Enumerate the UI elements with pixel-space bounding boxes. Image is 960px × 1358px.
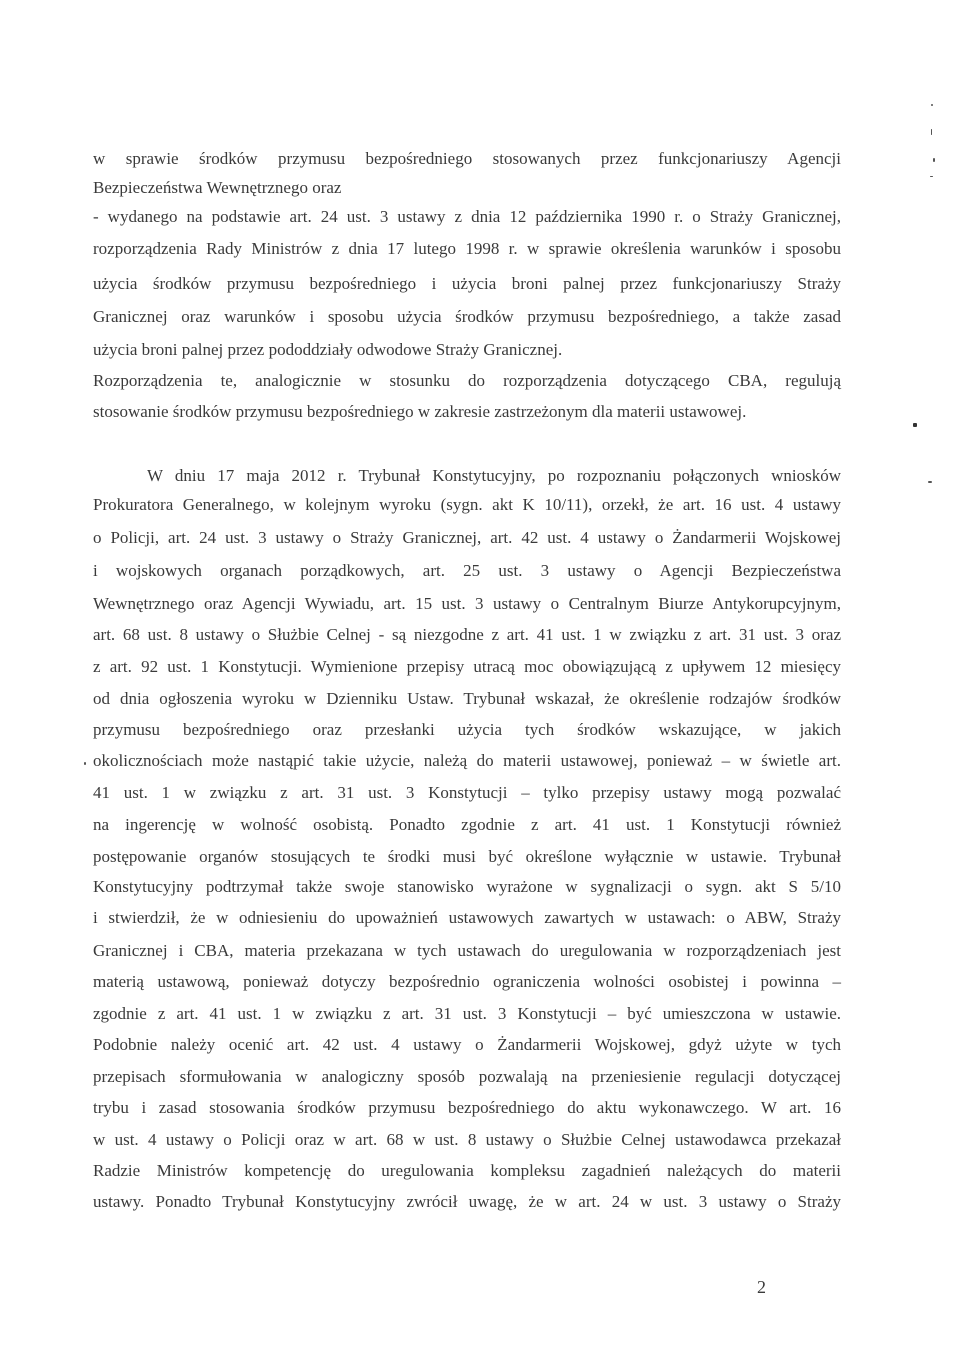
text-line: użycia środków przymusu bezpośredniego i użycia broni palnej przez funkcjonariuszy Straży [93, 274, 841, 293]
text-line: przymusu bezpośredniego oraz przesłanki użycia tych środków wskazujące, w jakich [93, 720, 841, 739]
text-line: Bezpieczeństwa Wewnętrznego oraz [93, 178, 342, 197]
text-line: w ust. 4 ustawy o Policji oraz w art. 68 w ust. 8 ustawy o Służbie Celnej ustawodawca przekazał [93, 1130, 841, 1149]
scan-mark [84, 762, 86, 765]
text-line: użycia broni palnej przez pododdziały odwodowe Straży Granicznej. [93, 340, 563, 359]
text-line: Konstytucyjny podtrzymał także swoje stanowisko wyrażone w sygnalizacji o sygn. akt S 5/10 [93, 877, 841, 896]
text-line: trybu i zasad stosowania środków przymusu bezpośredniego do aktu wykonawczego. W art. 16 [93, 1098, 841, 1117]
text-line: - wydanego na podstawie art. 24 ust. 3 ustawy z dnia 12 października 1990 r. o Straży Granicznej, [93, 207, 841, 226]
text-line: przepisach sformułowania w analogiczny sposób pozwalają na przeniesienie regulacji dotyczącej [93, 1067, 841, 1086]
text-line: Prokuratora Generalnego, w kolejnym wyroku (sygn. akt K 10/11), orzekł, że art. 16 ust. 4 ustawy [93, 495, 841, 514]
text-line: W dniu 17 maja 2012 r. Trybunał Konstytucyjny, po rozpoznaniu połączonych wniosków [147, 466, 841, 485]
text-line: okolicznościach może nastąpić takie użycie, należą do materii ustawowej, ponieważ – w świetle art. [93, 751, 841, 770]
scan-mark [928, 481, 932, 483]
text-line: Radzie Ministrów kompetencję do uregulowania kompleksu zagadnień należących do materii [93, 1161, 841, 1180]
page-number: 2 [757, 1277, 766, 1297]
text-line: zgodnie z art. 41 ust. 1 w związku z art. 31 ust. 3 Konstytucji – być umieszczona w ustawie. [93, 1004, 841, 1023]
text-line: 41 ust. 1 w związku z art. 31 ust. 3 Konstytucji – tylko przepisy ustawy mogą pozwalać [93, 783, 841, 802]
text-line: materią ustawową, ponieważ dotyczy bezpośrednio ograniczenia wolności osobistej i powinna – [93, 972, 841, 991]
text-line: w sprawie środków przymusu bezpośredniego stosowanych przez funkcjonariuszy Agencji [93, 149, 841, 168]
scan-mark [933, 158, 935, 162]
text-line: i wojskowych organach porządkowych, art. 25 ust. 3 ustawy o Agencji Bezpieczeństwa [93, 561, 841, 580]
scan-mark [930, 176, 933, 177]
text-line: Granicznej i CBA, materia przekazana w tych ustawach do uregulowania w rozporządzeniach jest [93, 941, 841, 960]
scan-mark [931, 104, 933, 106]
text-line: i stwierdził, że w odniesieniu do upoważnień ustawowych zawartych w ustawach: o ABW, Straży [93, 908, 841, 927]
text-line: stosowanie środków przymusu bezpośredniego w zakresie zastrzeżonym dla materii ustawowej. [93, 402, 747, 421]
text-line: art. 68 ust. 8 ustawy o Służbie Celnej - są niezgodne z art. 41 ust. 1 w związku z art. 31 ust. 3 oraz [93, 625, 841, 644]
text-line: Rozporządzenia te, analogicznie w stosunku do rozporządzenia dotyczącego CBA, regulują [93, 371, 841, 390]
text-line: rozporządzenia Rady Ministrów z dnia 17 lutego 1998 r. w sprawie określenia warunków i sposobu [93, 239, 841, 258]
text-line: Podobnie należy ocenić art. 42 ust. 4 ustawy o Żandarmerii Wojskowej, gdyż użyte w tych [93, 1035, 841, 1054]
text-line: o Policji, art. 24 ust. 3 ustawy o Straży Granicznej, art. 42 ust. 4 ustawy o Żandarmerii Wojskowej [93, 528, 841, 547]
text-line: z art. 92 ust. 1 Konstytucji. Wymienione przepisy utracą moc obowiązującą z upływem 12 miesięcy [93, 657, 841, 676]
scan-mark [931, 129, 932, 135]
text-line: Granicznej oraz warunków i sposobu użycia środków przymusu bezpośredniego, a także zasad [93, 307, 841, 326]
text-line: na ingerencję w wolność osobistą. Ponadto zgodnie z art. 41 ust. 1 Konstytucji również [93, 815, 841, 834]
text-line: od dnia ogłoszenia wyroku w Dzienniku Ustaw. Trybunał wskazał, że określenie rodzajów środków [93, 689, 841, 708]
text-line: ustawy. Ponadto Trybunał Konstytucyjny zwrócił uwagę, że w art. 24 w ust. 3 ustawy o Straży [93, 1192, 841, 1211]
scan-mark [913, 423, 917, 427]
text-line: postępowanie organów stosujących te środki musi być określone wyłącznie w ustawie. Trybunał [93, 847, 841, 866]
text-line: Wewnętrznego oraz Agencji Wywiadu, art. 15 ust. 3 ustawy o Centralnym Biurze Antykorupcyjnym, [93, 594, 841, 613]
